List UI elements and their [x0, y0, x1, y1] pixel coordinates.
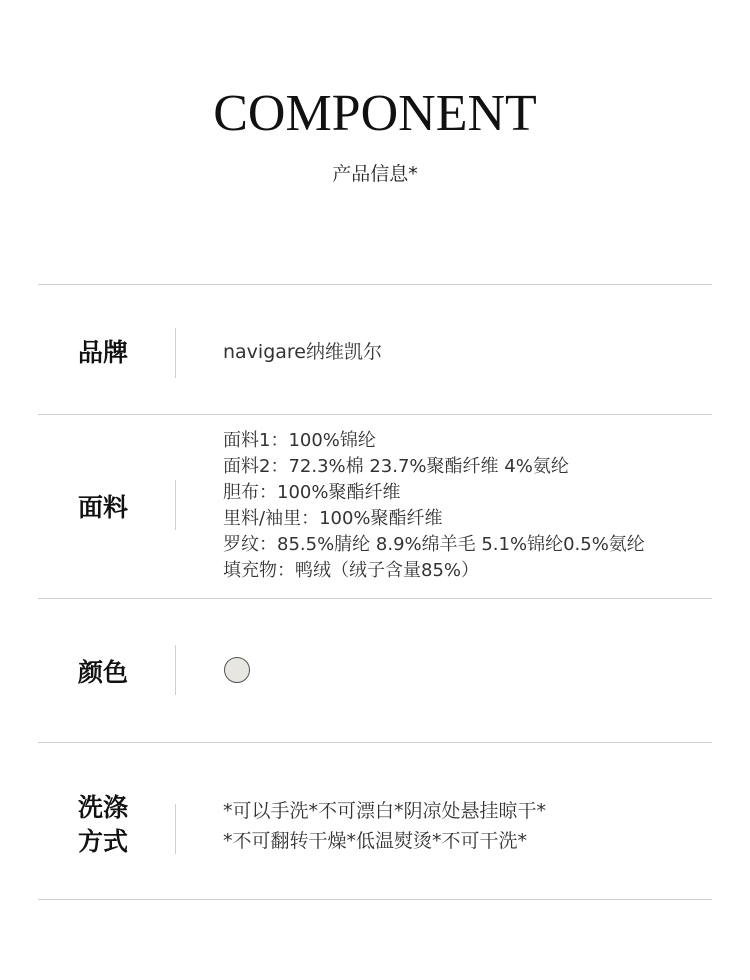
color-label: 颜色	[78, 658, 129, 687]
brand-label: 品牌	[78, 338, 129, 367]
divider-after-brand	[38, 414, 712, 415]
fabric-line: 填充物：鸭绒（绒子含量85%）	[223, 560, 480, 581]
care-label	[78, 791, 128, 859]
care-divider	[175, 804, 176, 854]
page-subtitle: 产品信息*	[332, 163, 418, 185]
care-label-line: 洗涤	[78, 793, 129, 822]
fabric-divider	[175, 480, 176, 530]
page-title: COMPONENT	[213, 85, 537, 142]
fabric-line: 面料2：72.3%棉 23.7%聚酯纤维 4%氨纶	[223, 456, 569, 477]
fabric-details	[223, 428, 645, 584]
fabric-line: 面料1：100%锦纶	[223, 430, 376, 451]
care-instructions	[223, 796, 546, 856]
care-line: *不可翻转干燥*低温熨烫*不可干洗*	[223, 830, 528, 852]
fabric-line: 里料/袖里：100%聚酯纤维	[223, 508, 443, 529]
fabric-line: 胆布：100%聚酯纤维	[223, 482, 401, 503]
care-line: *可以手洗*不可漂白*阴凉处悬挂晾干*	[223, 800, 547, 822]
divider-after-fabric	[38, 598, 712, 599]
divider-after-color	[38, 742, 712, 743]
brand-divider	[175, 328, 176, 378]
brand-value: navigare纳维凯尔	[223, 341, 382, 363]
care-label-line: 方式	[78, 827, 129, 856]
color-divider	[175, 645, 176, 695]
divider-bottom	[38, 899, 712, 900]
fabric-label: 面料	[78, 493, 129, 522]
color-swatch	[224, 657, 250, 683]
fabric-line: 罗纹：85.5%腈纶 8.9%绵羊毛 5.1%锦纶0.5%氨纶	[223, 534, 645, 555]
divider-top	[38, 284, 712, 285]
